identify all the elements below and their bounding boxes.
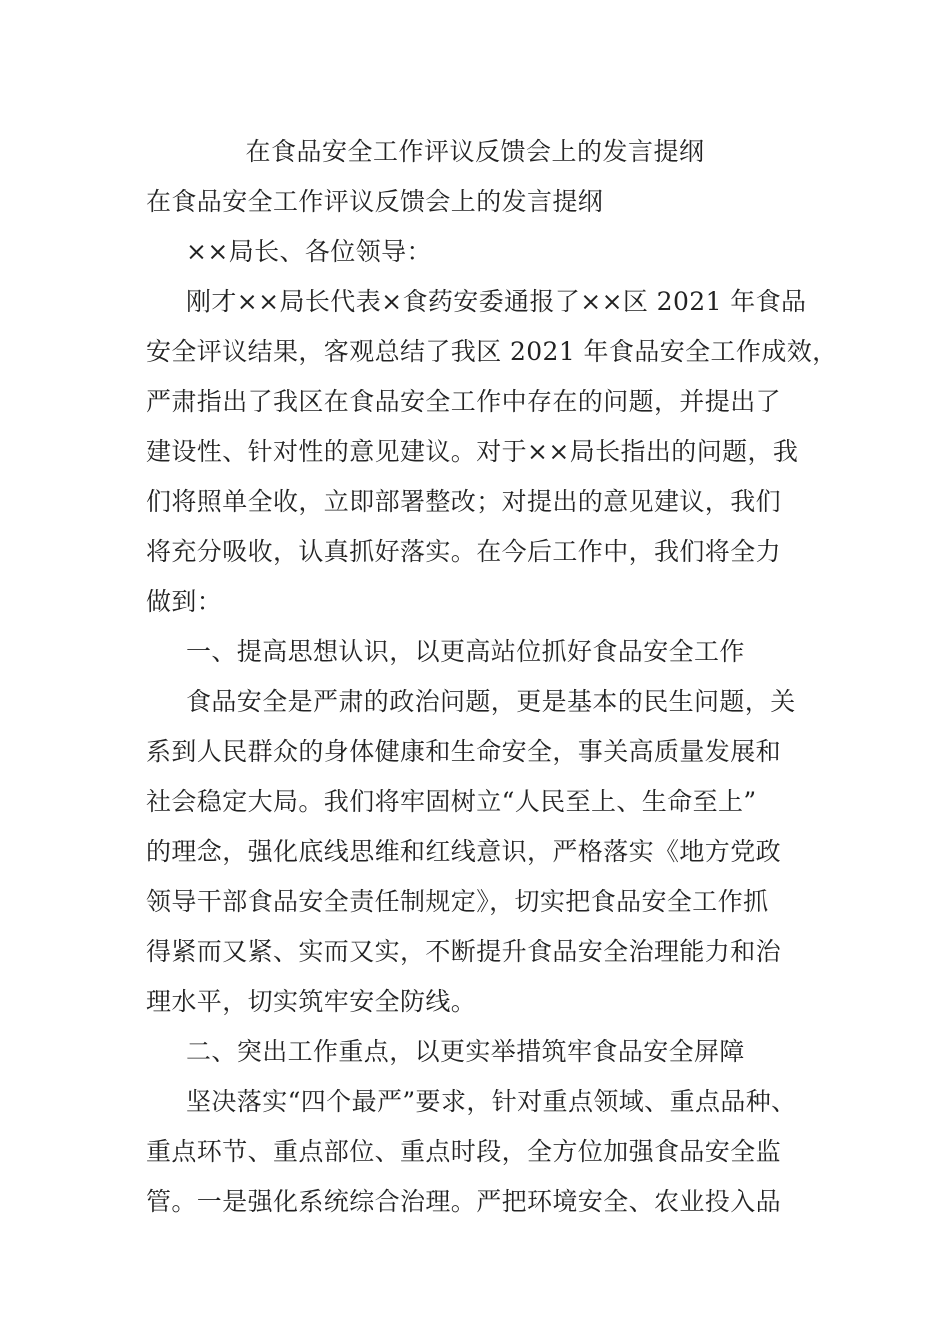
- body-line: 管。一是强化系统综合治理。严把环境安全、农业投入品: [146, 1187, 782, 1216]
- body-line: 们将照单全收，立即部署整改；对提出的意见建议，我们: [146, 487, 782, 516]
- body-line: 的理念，强化底线思维和红线意识，严格落实《地方党政: [146, 837, 782, 866]
- body-line: 重点环节、重点部位、重点时段，全方位加强食品安全监: [146, 1137, 782, 1166]
- body-line: 刚才××局长代表×食药安委通报了××区 2021 年食品: [186, 287, 807, 316]
- body-line: 严肃指出了我区在食品安全工作中存在的问题，并提出了: [146, 387, 782, 416]
- body-line: 系到人民群众的身体健康和生命安全，事关高质量发展和: [146, 737, 782, 766]
- body-line: 坚决落实“四个最严”要求，针对重点领域、重点品种、: [186, 1087, 797, 1116]
- body-line: 得紧而又紧、实而又实，不断提升食品安全治理能力和治: [146, 937, 782, 966]
- body-line: 将充分吸收，认真抓好落实。在今后工作中，我们将全力: [146, 537, 782, 566]
- subtitle-line: 在食品安全工作评议反馈会上的发言提纲: [146, 187, 604, 216]
- body-line: 社会稳定大局。我们将牢固树立“人民至上、生命至上”: [146, 787, 757, 816]
- body-line: 食品安全是严肃的政治问题，更是基本的民生问题，关: [186, 687, 796, 716]
- body-line: 理水平，切实筑牢安全防线。: [146, 987, 477, 1016]
- body-line: 做到：: [146, 587, 223, 616]
- body-line: 领导干部食品安全责任制规定》，切实把食品安全工作抓: [146, 887, 769, 916]
- body-line: 建设性、针对性的意见建议。对于××局长指出的问题，我: [146, 437, 799, 466]
- body-line: 安全评议结果，客观总结了我区 2021 年食品安全工作成效，: [146, 337, 838, 366]
- salutation: ××局长、各位领导：: [186, 237, 432, 266]
- section-heading-2: 二、突出工作重点，以更实举措筑牢食品安全屏障: [186, 1037, 745, 1066]
- section-heading-1: 一、提高思想认识，以更高站位抓好食品安全工作: [186, 637, 745, 666]
- document-title: 在食品安全工作评议反馈会上的发言提纲: [245, 137, 705, 166]
